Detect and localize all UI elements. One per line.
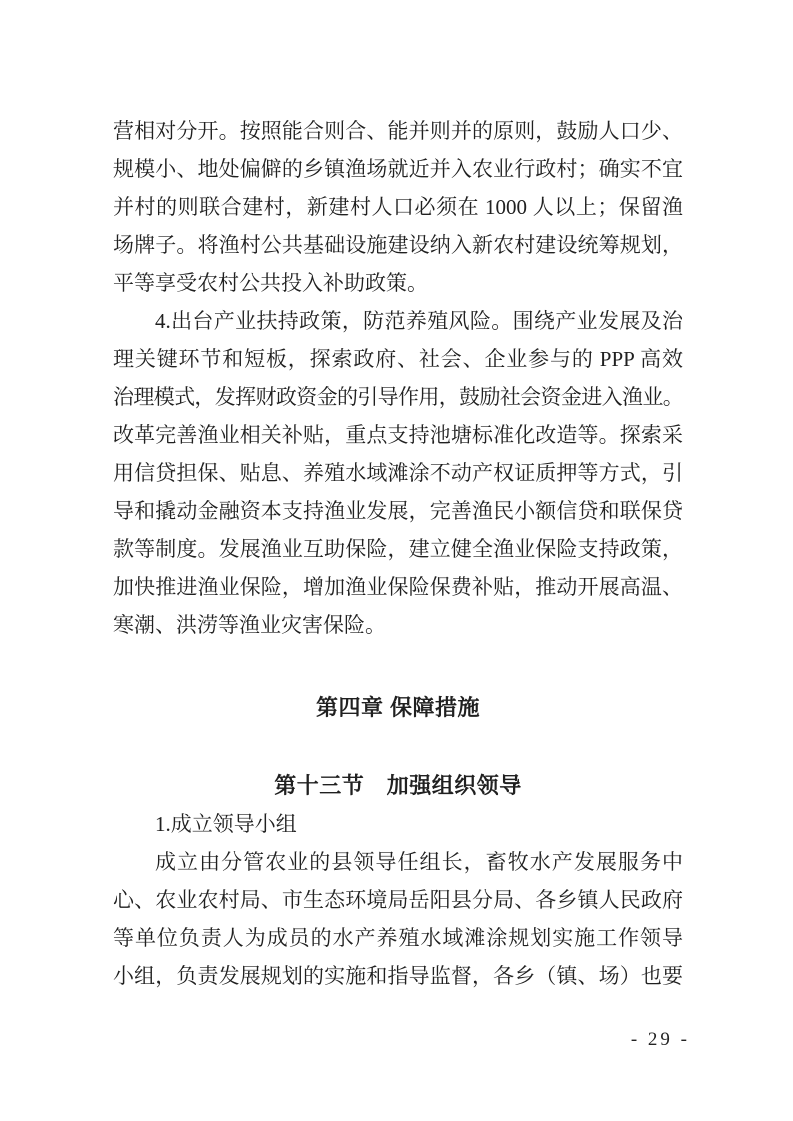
text-line: 等单位负责人为成员的水产养殖水域滩涂规划实施工作领导 [113,926,683,950]
text-line: 导和撬动金融资本支持渔业发展，完善渔民小额信贷和联保贷 [113,499,683,523]
text-line: 心、农业农村局、市生态环境局岳阳县分局、各乡镇人民政府 [113,888,683,912]
text-line: 加快推进渔业保险，增加渔业保险保费补贴，推动开展高温、 [113,575,683,599]
text-line: 规模小、地处偏僻的乡镇渔场就近并入农业行政村；确实不宜 [113,157,683,181]
text-line: 营相对分开。按照能合则合、能并则并的原则，鼓励人口少、 [113,119,683,143]
page-body-text [113,112,683,995]
text-line: 款等制度。发展渔业互助保险，建立健全渔业保险支持政策， [113,537,683,561]
text-line: 成立由分管农业的县领导任组长，畜牧水产发展服务中 [155,850,683,874]
paragraph-continuation [113,112,683,302]
chapter-heading: 第四章 保障措施 [315,695,481,720]
paragraph-industry-policy [113,302,683,644]
page-number: - 29 - [630,1029,690,1050]
paragraph-leading-group [113,843,683,995]
text-line: 并村的则联合建村，新建村人口必须在 1000 人以上；保留渔 [113,195,683,219]
text-line: 小组，负责发展规划的实施和指导监督，各乡（镇、场）也要 [113,964,683,988]
section-heading: 第十三节 加强组织领导 [274,773,522,798]
text-line: 用信贷担保、贴息、养殖水域滩涂不动产权证质押等方式，引 [113,461,683,485]
text-line: 平等享受农村公共投入补助政策。 [113,271,428,295]
numbered-item-heading: 1.成立领导小组 [155,812,297,836]
text-line: 4.出台产业扶持政策，防范养殖风险。围绕产业发展及治 [155,309,683,333]
text-line: 场牌子。将渔村公共基础设施建设纳入新农村建设统筹规划， [113,233,683,257]
text-line: 寒潮、洪涝等渔业灾害保险。 [113,613,386,637]
text-line: 理关键环节和短板，探索政府、社会、企业参与的 PPP 高效 [113,347,683,371]
text-line: 治理模式，发挥财政资金的引导作用，鼓励社会资金进入渔业。 [113,385,683,409]
text-line: 改革完善渔业相关补贴，重点支持池塘标准化改造等。探索采 [113,423,683,447]
